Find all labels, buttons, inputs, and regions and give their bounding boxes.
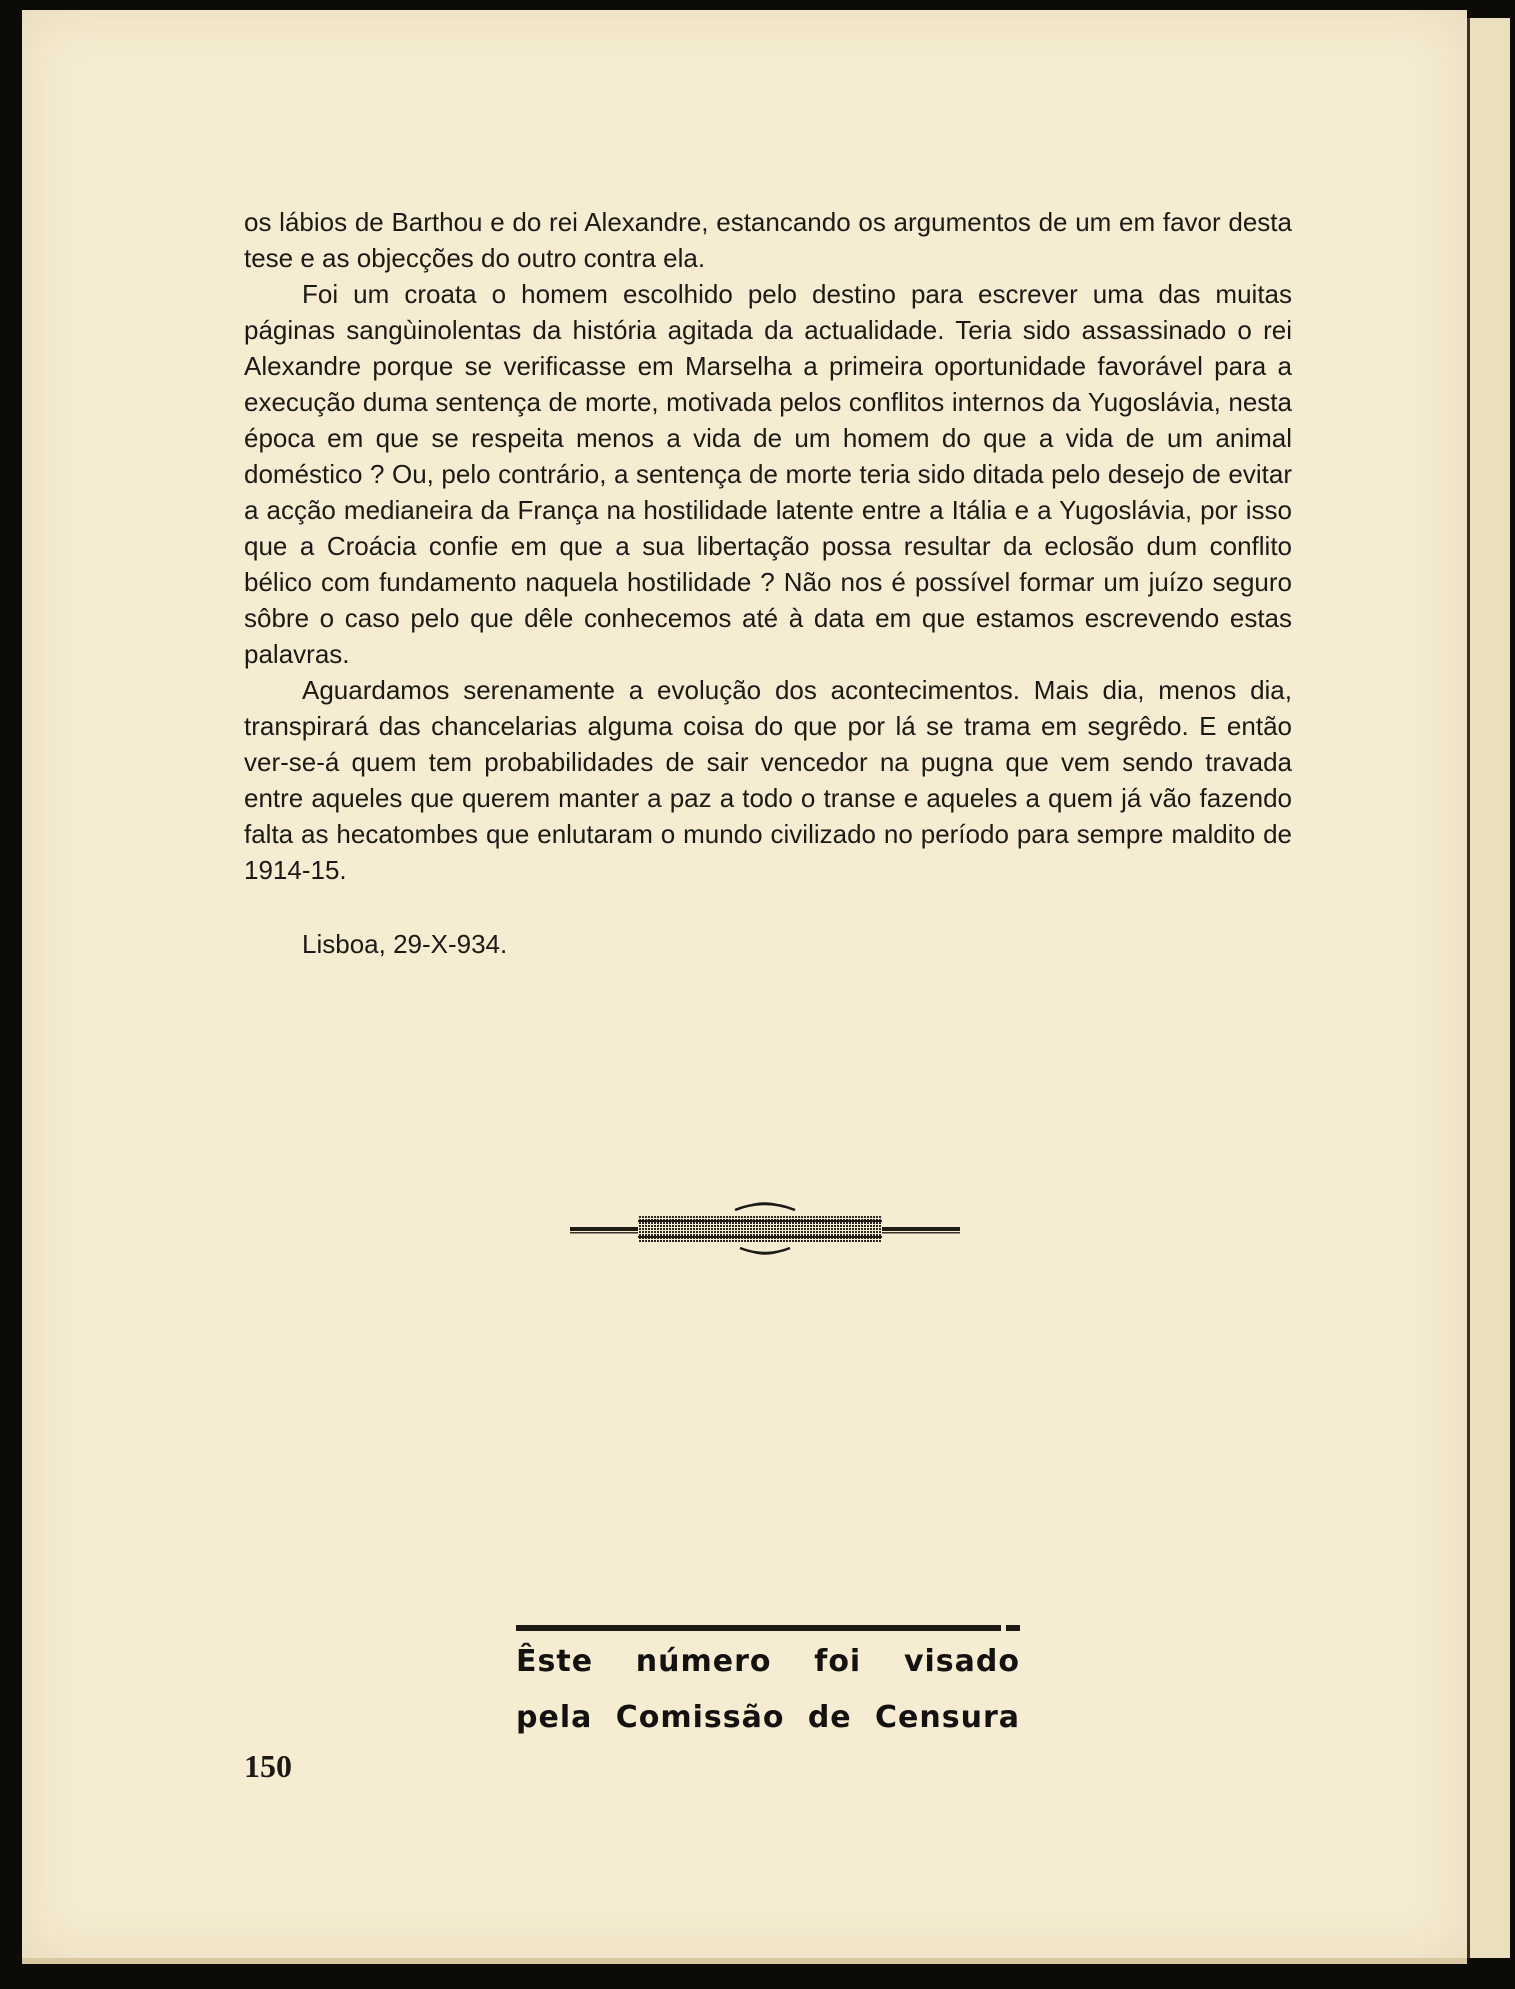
page-bottom-edge (22, 1958, 1467, 1964)
paragraph-croata: Foi um croata o homem escolhido pelo destino para escrever uma das muitas páginas sangùinolentas da história agitada da actualidade. Teria sido assassinado o rei Alexandre porque se verificasse em Marselha a primeira oportunidade favorável para a execução duma sentença de morte, motivada pelos conflitos internos da Yugoslávia, nesta época em que se respeita menos a vida de um homem do que a vida de um animal doméstico ? Ou, pelo contrário, a sentença de morte teria sido ditada pelo desejo de evitar a acção medianeira da França na hostilidade latente entre a Itália e a Yugoslávia, por isso que a Croácia confie em que a sua libertação possa resultar da eclosão dum conflito bélico com fundamento naquela hostilidade ? Não nos é possível formar um juízo seguro sôbre o caso pelo que dêle conhecemos até à data em que estamos escrevendo estas palavras. (244, 279, 1292, 669)
page-number: 150 (244, 1748, 292, 1784)
censorship-rule (516, 1625, 1020, 1631)
paragraph-aguardamos: Aguardamos serenamente a evolução dos acontecimentos. Mais dia, menos dia, transpirará das chancelarias alguma coisa do que por lá se trama em segrêdo. E então ver-se-á quem tem probabilidades de sair vencedor na pugna que vem sendo travada entre aqueles que querem manter a paz a todo o transe e aqueles a quem já vão fazendo falta as hecatombes que enlutaram o mundo civilizado no período para sempre maldito de 1914-15. (244, 675, 1292, 885)
adjacent-page-edge (1467, 18, 1510, 1958)
dateline: Lisboa, 29-X-934. (302, 929, 508, 959)
article-text (244, 204, 1292, 962)
censorship-notice-line2: pela Comissão de Censura (516, 1700, 1020, 1735)
censorship-notice-line1: Êste número foi visado (516, 1644, 1020, 1679)
decorative-ornament (570, 1198, 960, 1258)
paragraph-continuation: os lábios de Barthou e do rei Alexandre, estancando os argumentos de um em favor desta tese e as objecções do outro contra ela. (244, 207, 1292, 273)
